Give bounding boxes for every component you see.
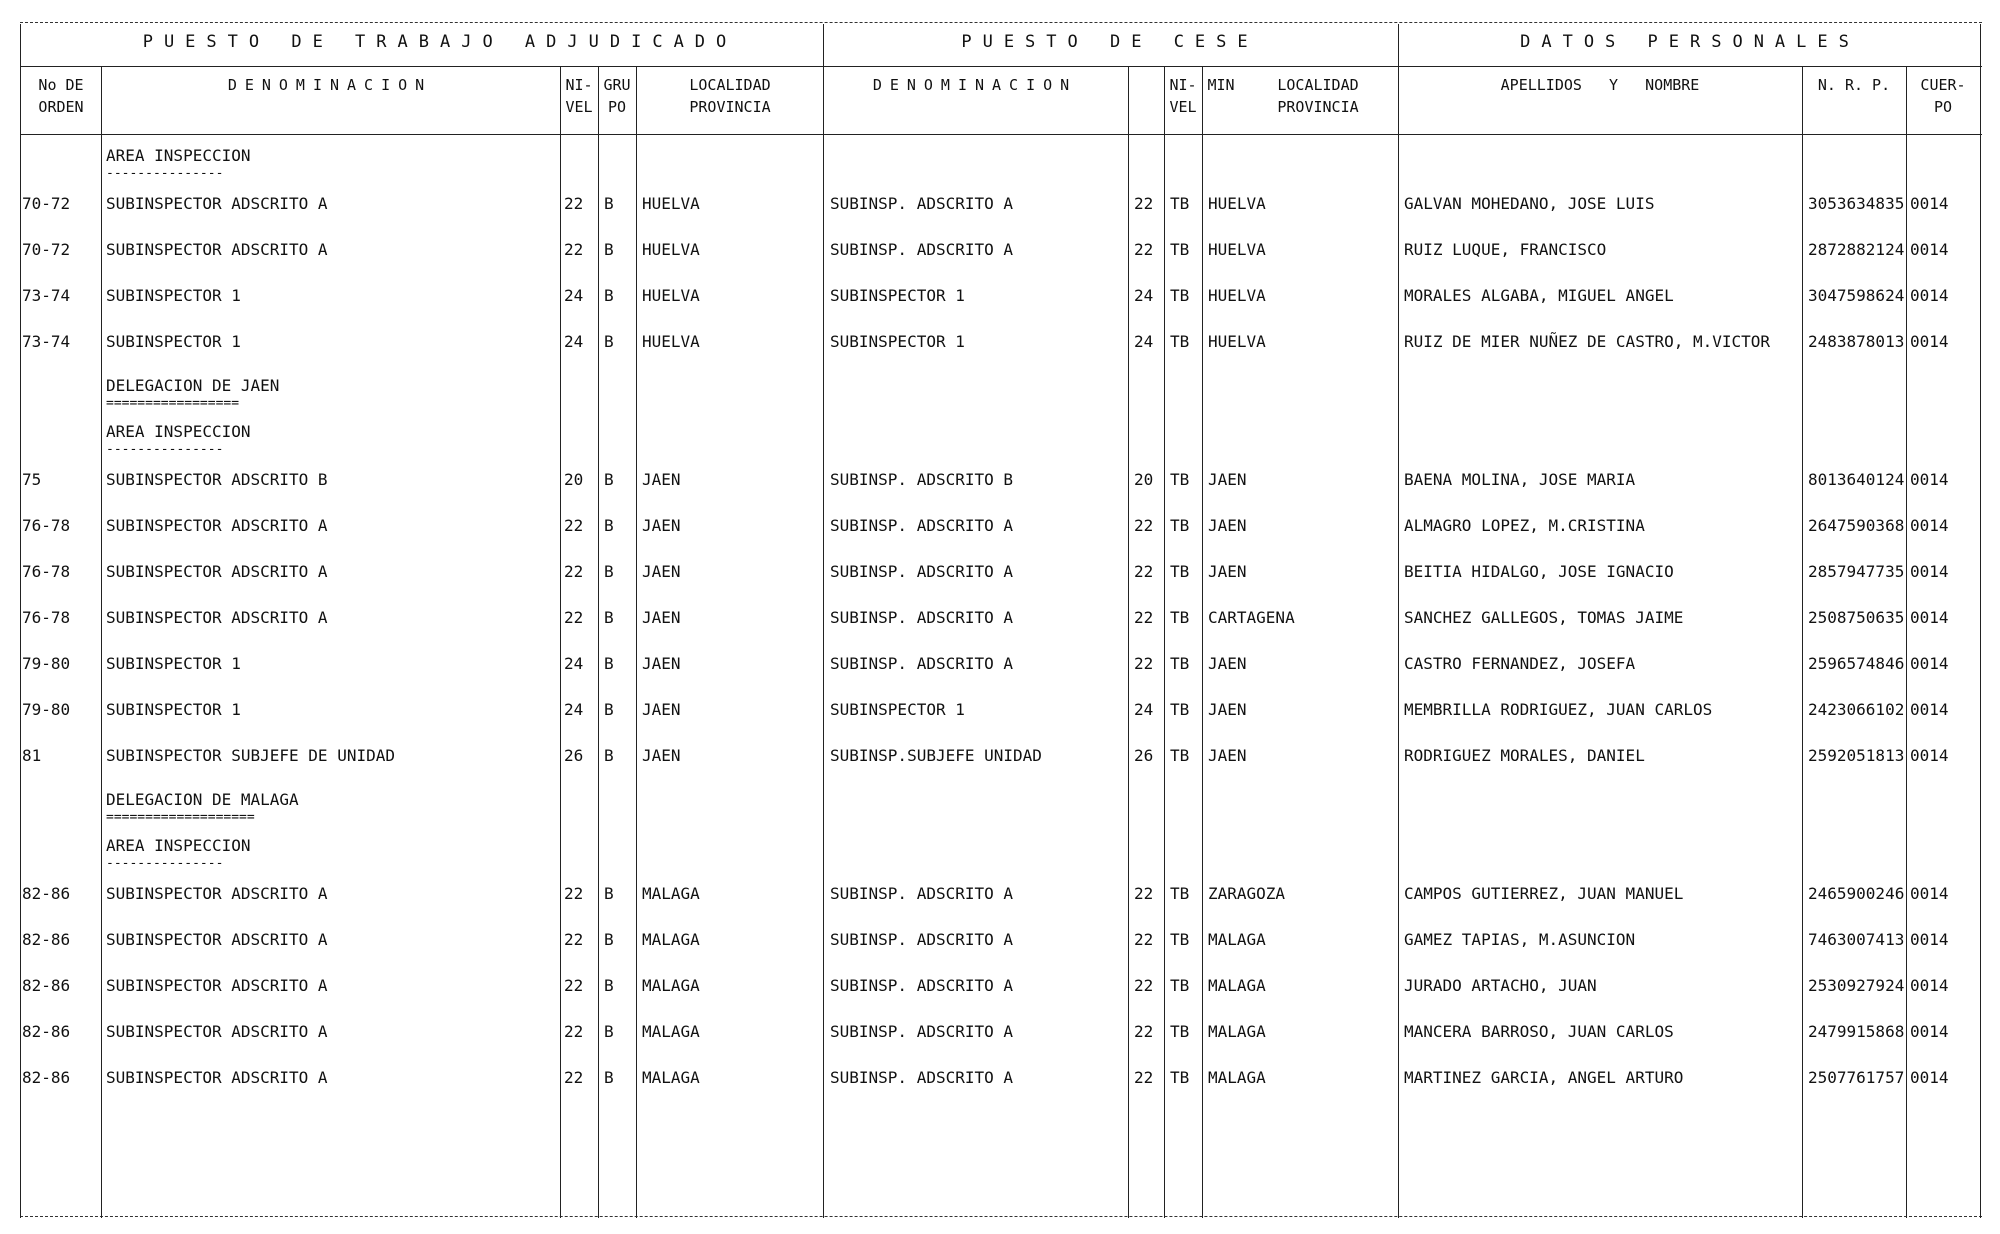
cell-nivel-cese: 22 [1134,516,1154,535]
cell-loc: MALAGA [642,930,700,949]
cell-den: SUBINSPECTOR ADSCRITO A [106,884,328,903]
header-localidad-cese [1240,74,1396,118]
cell-min: TB [1170,562,1190,581]
cell-min: TB [1170,976,1190,995]
cell-loc-cese: JAEN [1208,516,1247,535]
cell-loc-cese: MALAGA [1208,1068,1266,1087]
cell-nivel-cese: 24 [1134,700,1154,719]
cell-min: TB [1170,332,1190,351]
cell-nivel: 22 [564,608,584,627]
cell-nombre: GAMEZ TAPIAS, M.ASUNCION [1404,930,1636,949]
col-rule-adjudicado [823,24,824,1218]
cell-grupo: B [604,286,614,305]
header-nivel-cese [1165,74,1201,118]
cell-nrp: 3047598624 [1808,286,1905,305]
header-localidad-cese-line2: PROVINCIA [1277,98,1359,116]
cell-nivel-cese: 24 [1134,286,1154,305]
cell-nivel-cese: 22 [1134,930,1154,949]
section-datos-personales: DATOS PERSONALES [1520,32,1860,52]
cell-nrp: 2647590368 [1808,516,1905,535]
cell-cuerpo: 0014 [1910,470,1949,489]
cell-nombre: RUIZ LUQUE, FRANCISCO [1404,240,1607,259]
cell-loc: MALAGA [642,1022,700,1041]
cell-cuerpo: 0014 [1910,1022,1949,1041]
cell-cuerpo: 0014 [1910,976,1949,995]
cell-nombre: CAMPOS GUTIERREZ, JUAN MANUEL [1404,884,1684,903]
cell-cuerpo: 0014 [1910,930,1949,949]
col-rule-right [1980,24,1981,1218]
cell-orden: 82-86 [22,1022,71,1041]
cell-cuerpo: 0014 [1910,516,1949,535]
cell-grupo: B [604,700,614,719]
cell-den-cese: SUBINSP. ADSCRITO A [830,608,1014,627]
header-grupo-line1: GRU [603,76,631,94]
col-rule-grupo [636,66,637,1218]
header-nivel-cese-line1: NI- [1169,76,1197,94]
header-localidad-line1: LOCALIDAD [689,76,771,94]
group-heading: DELEGACION DE MALAGA [106,790,299,809]
cell-nrp: 2508750635 [1808,608,1905,627]
cell-nivel: 22 [564,516,584,535]
group-heading-rule: ================= [106,396,240,411]
cell-orden: 76-78 [22,608,71,627]
cell-nivel: 22 [564,240,584,259]
cell-loc: MALAGA [642,1068,700,1087]
cell-cuerpo: 0014 [1910,1068,1949,1087]
cell-grupo: B [604,884,614,903]
cell-nrp: 2872882124 [1808,240,1905,259]
cell-loc-cese: MALAGA [1208,930,1266,949]
cell-loc-cese: JAEN [1208,746,1247,765]
cell-loc: MALAGA [642,884,700,903]
col-rule-nrp [1906,66,1907,1218]
header-localidad [638,74,822,118]
cell-grupo: B [604,240,614,259]
cell-nivel-cese: 20 [1134,470,1154,489]
cell-orden: 70-72 [22,194,71,213]
cell-loc-cese: HUELVA [1208,286,1266,305]
cell-den: SUBINSPECTOR ADSCRITO A [106,516,328,535]
cell-nivel: 24 [564,700,584,719]
cell-min: TB [1170,1068,1190,1087]
cell-nombre: SANCHEZ GALLEGOS, TOMAS JAIME [1404,608,1684,627]
section-rule [20,66,1982,67]
cell-nombre: MORALES ALGABA, MIGUEL ANGEL [1404,286,1674,305]
cell-loc-cese: JAEN [1208,562,1247,581]
cell-loc-cese: JAEN [1208,700,1247,719]
cell-nrp: 2507761757 [1808,1068,1905,1087]
cell-grupo: B [604,332,614,351]
cell-den-cese: SUBINSPECTOR 1 [830,700,965,719]
cell-nombre: MANCERA BARROSO, JUAN CARLOS [1404,1022,1674,1041]
cell-nombre: RODRIGUEZ MORALES, DANIEL [1404,746,1645,765]
cell-nombre: RUIZ DE MIER NUÑEZ DE CASTRO, M.VICTOR [1404,332,1771,351]
cell-nivel-cese: 22 [1134,884,1154,903]
cell-loc-cese: HUELVA [1208,332,1266,351]
header-nivel [561,74,597,118]
cell-loc: JAEN [642,562,681,581]
cell-orden: 70-72 [22,240,71,259]
cell-min: TB [1170,470,1190,489]
cell-den: SUBINSPECTOR ADSCRITO A [106,976,328,995]
cell-den-cese: SUBINSP. ADSCRITO A [830,194,1014,213]
cell-orden: 81 [22,746,42,765]
cell-nombre: ALMAGRO LOPEZ, M.CRISTINA [1404,516,1645,535]
cell-nivel-cese: 22 [1134,654,1154,673]
cell-cuerpo: 0014 [1910,608,1949,627]
cell-nivel: 22 [564,884,584,903]
cell-nivel: 22 [564,194,584,213]
cell-den-cese: SUBINSP. ADSCRITO A [830,516,1014,535]
header-rule [20,134,1982,135]
cell-cuerpo: 0014 [1910,654,1949,673]
cell-loc: HUELVA [642,286,700,305]
cell-den-cese: SUBINSPECTOR 1 [830,286,965,305]
cell-nivel-cese: 22 [1134,1068,1154,1087]
cell-nivel: 20 [564,470,584,489]
cell-min: TB [1170,654,1190,673]
cell-nombre: GALVAN MOHEDANO, JOSE LUIS [1404,194,1655,213]
cell-cuerpo: 0014 [1910,746,1949,765]
cell-nivel: 22 [564,976,584,995]
cell-nombre: JURADO ARTACHO, JUAN [1404,976,1597,995]
cell-den-cese: SUBINSP. ADSCRITO A [830,562,1014,581]
cell-orden: 75 [22,470,42,489]
cell-grupo: B [604,470,614,489]
col-rule-orden [101,66,102,1218]
cell-loc-cese: MALAGA [1208,1022,1266,1041]
cell-nivel-cese: 22 [1134,562,1154,581]
header-cuerpo-line2: PO [1933,98,1953,116]
header-cuerpo-line1: CUER- [1920,76,1966,94]
cell-nombre: BEITIA HIDALGO, JOSE IGNACIO [1404,562,1674,581]
cell-loc-cese: JAEN [1208,470,1247,489]
cell-nrp: 2857947735 [1808,562,1905,581]
header-denominacion-cese: DENOMINACION [872,76,1078,94]
col-rule-left [20,24,21,1218]
cell-grupo: B [604,976,614,995]
group-heading-rule: --------------- [106,856,224,871]
col-rule-min [1202,66,1203,1218]
cell-den-cese: SUBINSP. ADSCRITO A [830,884,1014,903]
section-puesto-cese: PUESTO DE CESE [961,32,1259,52]
cell-den-cese: SUBINSP.SUBJEFE UNIDAD [830,746,1042,765]
cell-nrp: 2596574846 [1808,654,1905,673]
cell-den: SUBINSPECTOR ADSCRITO A [106,930,328,949]
cell-cuerpo: 0014 [1910,286,1949,305]
cell-min: TB [1170,608,1190,627]
cell-den-cese: SUBINSP. ADSCRITO A [830,654,1014,673]
cell-min: TB [1170,516,1190,535]
cell-den: SUBINSPECTOR ADSCRITO A [106,1022,328,1041]
col-rule-cese [1398,24,1399,1218]
header-apellidos-nombre: APELLIDOS Y NOMBRE [1500,76,1700,94]
cell-den: SUBINSPECTOR ADSCRITO A [106,562,328,581]
cell-nivel: 22 [564,562,584,581]
cell-loc-cese: HUELVA [1208,240,1266,259]
header-grupo-line2: PO [607,98,627,116]
cell-nrp: 2479915868 [1808,1022,1905,1041]
header-orden-line1: No DE [38,76,84,94]
cell-nivel: 24 [564,286,584,305]
section-puesto-adjudicado: PUESTO DE TRABAJO ADJUDICADO [142,32,738,52]
cell-nombre: BAENA MOLINA, JOSE MARIA [1404,470,1636,489]
group-heading: AREA INSPECCION [106,836,251,855]
cell-den: SUBINSPECTOR 1 [106,332,241,351]
cell-nrp: 2592051813 [1808,746,1905,765]
cell-orden: 82-86 [22,884,71,903]
cell-loc-cese: HUELVA [1208,194,1266,213]
cell-nivel-cese: 22 [1134,1022,1154,1041]
cell-loc-cese: JAEN [1208,654,1247,673]
header-orden [22,74,100,118]
header-nivel-line1: NI- [565,76,593,94]
cell-den: SUBINSPECTOR ADSCRITO B [106,470,328,489]
cell-nivel-cese: 22 [1134,194,1154,213]
cell-den-cese: SUBINSP. ADSCRITO A [830,1068,1014,1087]
cell-loc: MALAGA [642,976,700,995]
header-nrp: N. R. P. [1817,76,1891,94]
cell-nivel-cese: 26 [1134,746,1154,765]
cell-nivel-cese: 22 [1134,976,1154,995]
col-rule-nivel-cese [1164,66,1165,1218]
cell-grupo: B [604,1068,614,1087]
cell-loc-cese: ZARAGOZA [1208,884,1286,903]
cell-nivel-cese: 22 [1134,608,1154,627]
cell-grupo: B [604,562,614,581]
cell-loc-cese: CARTAGENA [1208,608,1295,627]
cell-loc: JAEN [642,516,681,535]
cell-loc: JAEN [642,470,681,489]
cell-min: TB [1170,746,1190,765]
cell-cuerpo: 0014 [1910,562,1949,581]
cell-min: TB [1170,1022,1190,1041]
cell-grupo: B [604,746,614,765]
cell-cuerpo: 0014 [1910,240,1949,259]
header-orden-line2: ORDEN [38,98,84,116]
header-cuerpo [1908,74,1978,118]
cell-min: TB [1170,884,1190,903]
header-localidad-line2: PROVINCIA [689,98,771,116]
cell-orden: 73-74 [22,286,71,305]
cell-den-cese: SUBINSP. ADSCRITO B [830,470,1014,489]
cell-nombre: MEMBRILLA RODRIGUEZ, JUAN CARLOS [1404,700,1713,719]
cell-den-cese: SUBINSP. ADSCRITO A [830,930,1014,949]
bottom-rule [20,1216,1982,1217]
cell-loc: HUELVA [642,240,700,259]
cell-min: TB [1170,930,1190,949]
cell-nivel: 26 [564,746,584,765]
cell-den-cese: SUBINSP. ADSCRITO A [830,240,1014,259]
cell-den: SUBINSPECTOR ADSCRITO A [106,194,328,213]
cell-nivel: 22 [564,1022,584,1041]
cell-orden: 79-80 [22,700,71,719]
cell-orden: 82-86 [22,930,71,949]
cell-nivel: 22 [564,1068,584,1087]
cell-den: SUBINSPECTOR ADSCRITO A [106,608,328,627]
cell-orden: 73-74 [22,332,71,351]
cell-loc: HUELVA [642,194,700,213]
cell-orden: 82-86 [22,976,71,995]
header-nivel-line2: VEL [565,98,593,116]
cell-cuerpo: 0014 [1910,700,1949,719]
cell-loc: JAEN [642,700,681,719]
cell-nrp: 2483878013 [1808,332,1905,351]
cell-grupo: B [604,930,614,949]
cell-den-cese: SUBINSPECTOR 1 [830,332,965,351]
cell-nivel: 24 [564,654,584,673]
cell-nrp: 2423066102 [1808,700,1905,719]
cell-orden: 76-78 [22,562,71,581]
top-rule [20,22,1982,23]
cell-den: SUBINSPECTOR 1 [106,700,241,719]
cell-den: SUBINSPECTOR ADSCRITO A [106,1068,328,1087]
group-heading-rule: --------------- [106,166,224,181]
cell-nivel: 24 [564,332,584,351]
cell-loc: JAEN [642,654,681,673]
cell-grupo: B [604,608,614,627]
cell-loc: JAEN [642,608,681,627]
group-heading-rule: =================== [106,810,255,825]
cell-nivel-cese: 22 [1134,240,1154,259]
col-rule-den-cese [1128,66,1129,1218]
header-nivel-cese-line2: VEL [1169,98,1197,116]
col-rule-nivel [598,66,599,1218]
cell-den: SUBINSPECTOR SUBJEFE DE UNIDAD [106,746,395,765]
cell-grupo: B [604,516,614,535]
document-sheet [20,18,1982,1218]
header-localidad-cese-line1: LOCALIDAD [1277,76,1359,94]
group-heading: AREA INSPECCION [106,146,251,165]
cell-loc: HUELVA [642,332,700,351]
cell-nivel: 22 [564,930,584,949]
cell-cuerpo: 0014 [1910,332,1949,351]
cell-nrp: 3053634835 [1808,194,1905,213]
col-rule-nombre [1802,66,1803,1218]
cell-nombre: MARTINEZ GARCIA, ANGEL ARTURO [1404,1068,1684,1087]
cell-cuerpo: 0014 [1910,194,1949,213]
cell-min: TB [1170,240,1190,259]
cell-den: SUBINSPECTOR ADSCRITO A [106,240,328,259]
cell-loc: JAEN [642,746,681,765]
cell-min: TB [1170,194,1190,213]
cell-nrp: 2465900246 [1808,884,1905,903]
cell-min: TB [1170,286,1190,305]
cell-den-cese: SUBINSP. ADSCRITO A [830,1022,1014,1041]
cell-cuerpo: 0014 [1910,884,1949,903]
cell-min: TB [1170,700,1190,719]
col-rule-den [560,66,561,1218]
cell-grupo: B [604,1022,614,1041]
group-heading-rule: --------------- [106,442,224,457]
cell-den-cese: SUBINSP. ADSCRITO A [830,976,1014,995]
cell-nrp: 2530927924 [1808,976,1905,995]
cell-grupo: B [604,654,614,673]
group-heading: DELEGACION DE JAEN [106,376,280,395]
header-denominacion: DENOMINACION [227,76,433,94]
cell-den: SUBINSPECTOR 1 [106,286,241,305]
cell-grupo: B [604,194,614,213]
group-heading: AREA INSPECCION [106,422,251,441]
cell-orden: 82-86 [22,1068,71,1087]
cell-nombre: CASTRO FERNANDEZ, JOSEFA [1404,654,1636,673]
header-grupo [599,74,635,118]
header-min: MIN [1207,76,1235,94]
cell-orden: 79-80 [22,654,71,673]
cell-loc-cese: MALAGA [1208,976,1266,995]
cell-orden: 76-78 [22,516,71,535]
cell-nrp: 8013640124 [1808,470,1905,489]
cell-nrp: 7463007413 [1808,930,1905,949]
cell-nivel-cese: 24 [1134,332,1154,351]
cell-den: SUBINSPECTOR 1 [106,654,241,673]
